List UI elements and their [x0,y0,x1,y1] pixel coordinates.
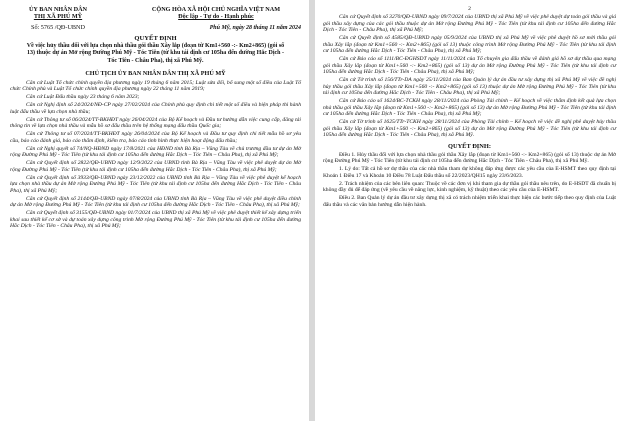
page-number: 2 [468,6,471,12]
article-1-responsibility: 2. Trách nhiệm của các bên liên quan: Thuộc về các đơn vị khi tham gia dự thầu gói thầu nêu trên, do E-HSDT đã chuẩn bị không đầy đủ để đáp ứng (về yêu cầu về năng lực, kinh nghiệm, kỹ thuật) theo các yêu cầu của E-HSMT. [323,180,616,194]
nation-name: CỘNG HÒA XÃ HỘI CHỦ NGHĨA VIỆT NAM [151,6,281,13]
paragraph: Căn cứ Quyết định số 4585/QĐ-UBND ngày 05/9/2024 của UBND thị xã Phú Mỹ về việc phê duyệt hồ sơ mời thầu gói thầu Xây lắp (đoạn từ Km1+560 -:- Km2+865) (gói số 13) thuộc công trình Mở rộng Đường Phú Mỹ - Tóc Tiên (từ khu tái định cư 105ha đến đường Hắc Dịch - Tóc Tiên - Châu Pha), thị xã Phú Mỹ; [323,35,616,55]
document-page-1 [0,0,309,421]
document-title: QUYẾT ĐỊNH [134,35,177,43]
paragraph: Căn cứ Báo cáo số 1111/BC-ĐGHSDT ngày 11/11/2024 của Tổ chuyên gia đấu thầu về đánh giá hồ sơ dự thầu qua mạng gói thầu Xây lắp (đoạn từ Km1+560 -:- Km2+865) (gói số 13) dự án Mở rộng Đường Phú Mỹ - Tóc Tiên (từ khu tái định cư 105ha đến đường Hắc Dịch - Tóc Tiên - Châu Pha), thị xã Phú Mỹ; [323,56,616,76]
decision-heading: QUYẾT ĐỊNH: [447,142,492,150]
paragraph: Căn cứ Nghị quyết số 74/NQ-HĐND ngày 17/8/2021 của HĐND tỉnh Bà Rịa – Vũng Tàu về chủ trương đầu tư dự án Mở rộng Đường Phú Mỹ - Tóc Tiên (từ khu tái định cư 105ha đến đường Hắc Dịch – Tóc Tiên – Châu Pha), thị xã Phú Mỹ; [10,145,301,159]
article-1-reason: 1. Lý do: Tất cả hồ sơ dự thầu của các nhà thầu tham dự không đáp ứng được các yêu cầu của E-HSMT theo quy định tại Khoản 1 Điều 17 và Khoản 10 Điều 78 Luật Đấu thầu số 22/2023/QH15 ngày 23/6/2023. [323,166,616,179]
paragraph: Căn cứ Luật Đấu thầu ngày 23 tháng 6 năm 2023; [26,94,140,101]
paragraph: Căn cứ Thông tư số 07/2024/TT-BKHĐT ngày 26/04/2024 của Bộ Kế hoạch và Đầu tư quy định chi tiết mẫu hồ sơ yêu cầu, báo cáo đánh giá, báo cáo thẩm định, kiểm tra, báo cáo tình hình thực hiện hoạt động đấu thầu; [10,131,301,144]
article-2: Điều 2. Ban Quản lý dự án đầu tư xây dựng thị xã có trách nhiệm triển khai thực hiện các bước tiếp theo quy định của Luật đấu thầu và các văn bản hướng dẫn hiện hành. [323,195,616,208]
article-1: Điều 1. Hủy thầu đối với lựa chọn nhà thầu gói thầu Xây lắp (đoạn từ Km1+560 -:- Km2+865) (gói số 13) thuộc dự án Mở rộng Đường Phú Mỹ - Tóc Tiên (từ khu tái định cư 105ha đến đường Hắc Dịch - Tóc Tiên - Châu Pha), thị xã Phú Mỹ. [323,151,616,165]
paragraph: Căn cứ Thông tư số 06/2024/TT-BKHĐT ngày 26/04/2024 của Bộ Kế hoạch và Đầu tư hướng dẫn việc cung cấp, đăng tải thông tin về lựa chọn nhà thầu và mẫu hồ sơ đấu thầu trên hệ thống mạng đấu thầu Quốc gia; [10,116,301,130]
doc-number: Số: 5765 /QĐ-UBND [31,23,85,31]
document-header [10,6,301,32]
document-page-2 [315,0,624,421]
paragraph: Căn cứ Luật Tổ chức chính quyền địa phương ngày 19 tháng 6 năm 2015; Luật sửa đổi, bổ sung một số điều của Luật Tổ chức Chính phủ và Luật Tổ chức chính quyền địa phương ngày 22 tháng 11 năm 2019; [10,79,301,93]
document-subject: Về việc hủy thầu đối với lựa chọn nhà thầu gói thầu Xây lắp (đoạn từ Km1+560 -:- Km2+865) (gói số 13) thuộc dự án Mở rộng Đường Phú Mỹ - Tóc Tiên (từ khu tái định cư 105ha đến đường Hắc Dịch - Tóc Tiên - Châu Pha), thị xã Phú Mỹ. [26,43,285,64]
org-line-2: THỊ XÃ PHÚ MỸ [33,13,83,21]
paragraph: Căn cứ Tờ trình số 1625/TTr-TCKH ngày 28/11/2024 của Phòng Tài chính – Kế hoạch về việc đề nghị phê duyệt hủy thầu gói thầu Xây lắp (đoạn từ Km1+560 -:- Km2+865) (gói số 13) dự án Mở rộng Đường Phú Mỹ - Tóc Tiên (từ khu tái định cư 105ha đến đường Hắc Dịch - Tóc Tiên - Châu Pha), thị xã Phú Mỹ. [323,119,616,139]
issuing-authority-title: CHỦ TỊCH ỦY BAN NHÂN DÂN THỊ XÃ PHÚ MỸ [85,69,226,77]
paragraph: Căn cứ Quyết định số 3933/QĐ-UBND ngày 23/12/2022 của UBND tỉnh Bà Rịa – Vũng Tàu về việc phê duyệt kế hoạch lựa chọn nhà thầu dự án Mở rộng Đường Phú Mỹ - Tóc Tiên (từ khu tái định cư 105ha đến đường Hắc Dịch - Tóc Tiên - Châu Pha), thị xã Phú Mỹ; [10,174,301,194]
issue-date: Phú Mỹ, ngày 28 tháng 11 năm 2024 [209,24,301,31]
org-line-1: ỦY BAN NHÂN DÂN [28,6,88,13]
paragraph: Căn cứ Tờ trình số 156/TTr-DA ngày 25/11/2024 của Ban Quản lý dự án đầu tư xây dựng thị xã Phú Mỹ về việc đề nghị hủy thầu gói thầu Xây lắp (đoạn từ Km1+560 -:- Km2+865) (gói số 13) thuộc dự án Mở rộng Đường Phú Mỹ - Tóc Tiên (từ khu tái định cư 105ha đến đường Hắc Dịch - Tóc Tiên - Châu Pha), thị xã Phú Mỹ; [323,77,616,97]
legal-basis [10,80,301,230]
paragraph: Căn cứ Quyết định số 3270/QĐ-UBND ngày 09/7/2024 của UBND thị xã Phú Mỹ về việc phê duyệt dự toán gói thầu và giá gói thầu xây dựng của các gói thầu thuộc dự án Mở rộng Đường Phú Mỹ - Tóc Tiên (từ khu tái định cư 105ha đến đường Hắc Dịch - Tóc Tiên - Châu Pha), thị xã Phú Mỹ; [323,14,616,34]
paragraph: Căn cứ Quyết định số 2822/QĐ-UBND ngày 12/9/2022 của UBND tỉnh Bà Rịa – Vũng Tàu về việc phê duyệt dự án Mở rộng Đường Phú Mỹ - Tóc Tiên (từ khu tái định cư 105ha đến đường Hắc Dịch - Tóc Tiên - Châu Pha), thị xã Phú Mỹ; [10,160,301,173]
issuing-authority [10,6,106,32]
national-heading [131,6,301,32]
paragraph: Căn cứ Quyết định số 3155/QĐ-UBND ngày 01/7/2024 của UBND thị xã Phú Mỹ về việc phê duyệt thiết kế xây dựng triển khai sau thiết kế cơ sở và dự toán xây dựng công trình Mở rộng Đường Phú Mỹ - Tóc Tiên (từ khu tái định cư 105ha đến đường Hắc Dịch - Tóc Tiên - Châu Pha), thị xã Phú Mỹ; [10,210,301,230]
national-motto: Độc lập - Tự do - Hạnh phúc [178,13,254,21]
paragraph: Căn cứ Quyết định số 2144/QĐ-UBND ngày 07/8/2024 của UBND tỉnh Bà Rịa – Vũng Tàu về việc phê duyệt điều chỉnh dự án Mở rộng Đường Phú Mỹ - Tóc Tiên (từ khu tái định cư 105ha đến đường Hắc Dịch - Tóc Tiên - Châu Pha), thị xã Phú Mỹ; [10,195,301,209]
paragraph: Căn cứ Báo cáo số 1624/BC-TCKH ngày 28/11/2024 của Phòng Tài chính – Kế hoạch về việc thẩm định kết quả lựa chọn nhà thầu gói thầu Xây lắp (đoạn từ Km1+560 -:- Km2+865) (gói số 13) dự án Mở rộng Đường Phú Mỹ - Tóc Tiên (từ khu tái định cư 105ha đến đường Hắc Dịch - Tóc Tiên - Châu Pha), thị xã Phú Mỹ; [323,98,616,118]
paragraph: Căn cứ Nghị định số 24/2024/NĐ-CP ngày 27/02/2024 của Chính phủ quy định chi tiết một số điều và biện pháp thi hành luật đấu thầu về lựa chọn nhà thầu; [10,102,301,115]
